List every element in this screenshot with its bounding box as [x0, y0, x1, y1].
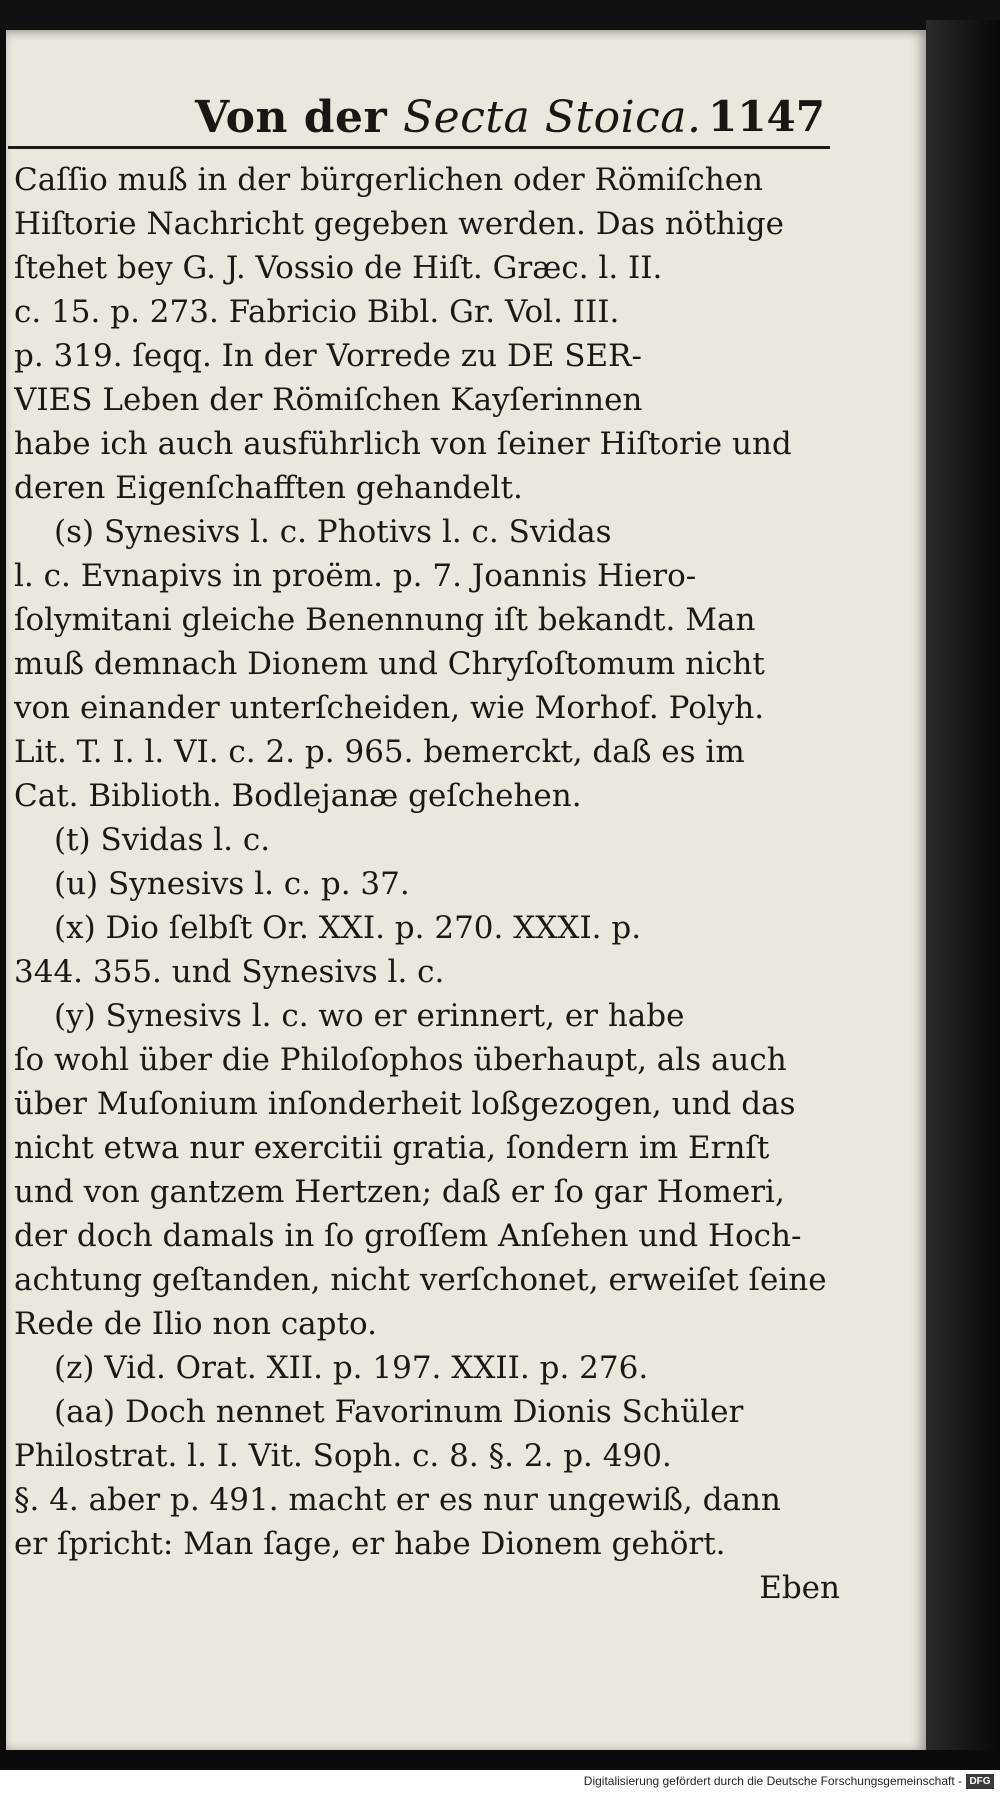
text-line: ſolymitani gleiche Benennung iſt bekandt. Man [14, 602, 756, 638]
text-line: achtung geſtanden, nicht verſchonet, erweiſet ſeine [14, 1262, 827, 1298]
text-line: VIES Leben der Römiſchen Kayſerinnen [14, 382, 643, 418]
header-rule [8, 146, 830, 149]
text-line: c. 15. p. 273. Fabricio Bibl. Gr. Vol. III. [14, 294, 620, 330]
text-line: nicht etwa nur exercitii gratia, ſondern im Ernſt [14, 1130, 770, 1166]
scan-border-top [0, 0, 1000, 30]
running-header [195, 92, 825, 150]
text-line: Caſſio muß in der bürgerlichen oder Römiſchen [14, 162, 764, 198]
text-line: habe ich auch ausführlich von ſeiner Hiſtorie und [14, 426, 792, 462]
text-line: (aa) Doch nennet Favorinum Dionis Schüler [54, 1394, 744, 1430]
text-line: Philostrat. l. I. Vit. Soph. c. 8. §. 2. p. 490. [14, 1438, 672, 1474]
text-line: ſtehet bey G. J. Vossio de Hiſt. Græc. l. II. [14, 250, 663, 286]
text-line: 344. 355. und Synesivs l. c. [14, 954, 445, 990]
text-line: (u) Synesivs l. c. p. 37. [54, 866, 410, 902]
text-line: (x) Dio ſelbſt Or. XXI. p. 270. XXXI. p. [54, 910, 642, 946]
text-line: Rede de Ilio non capto. [14, 1306, 377, 1342]
text-line: von einander unterſcheiden, wie Morhof. Polyh. [14, 690, 765, 726]
text-line: der doch damals in ſo groſſem Anſehen und Hoch- [14, 1218, 802, 1254]
text-line: (s) Synesivs l. c. Photivs l. c. Svidas [54, 514, 612, 550]
text-line: Hiſtorie Nachricht gegeben werden. Das nöthige [14, 206, 784, 242]
text-line: (y) Synesivs l. c. wo er erinnert, er habe [54, 998, 685, 1034]
dfg-logo: DFG [966, 1774, 994, 1789]
text-line: muß demnach Dionem und Chryſoſtomum nicht [14, 646, 765, 682]
text-line: er ſpricht: Man ſage, er habe Dionem gehört. [14, 1526, 726, 1562]
running-title [195, 92, 702, 143]
footer-credit: Digitalisierung gefördert durch die Deutsche Forschungsgemeinschaft - [583, 1774, 962, 1788]
text-line: deren Eigenſchafften gehandelt. [14, 470, 523, 506]
text-line: und von gantzem Hertzen; daß er ſo gar Homeri, [14, 1174, 785, 1210]
text-line: Eben [759, 1570, 840, 1606]
text-line: l. c. Evnapivs in proëm. p. 7. Joannis Hiero- [14, 558, 697, 594]
text-line: ſo wohl über die Philoſophos überhaupt, als auch [14, 1042, 787, 1078]
scan-border-right [926, 20, 1000, 1760]
page-number: 1147 [708, 92, 825, 141]
digitization-footer [0, 1770, 1000, 1795]
text-line: p. 319. ſeqq. In der Vorrede zu DE SER- [14, 338, 642, 374]
text-line: (t) Svidas l. c. [54, 822, 271, 858]
text-line: Lit. T. I. l. VI. c. 2. p. 965. bemerckt, daß es im [14, 734, 745, 770]
text-line: (z) Vid. Orat. XII. p. 197. XXII. p. 276. [54, 1350, 649, 1386]
scan-border-bottom [0, 1750, 1000, 1770]
running-title-italic: Secta Stoica. [403, 92, 702, 143]
running-title-bold: Von der [195, 92, 388, 143]
body-text [14, 158, 840, 1610]
text-line: über Muſonium inſonderheit loßgezogen, und das [14, 1086, 796, 1122]
text-line: §. 4. aber p. 491. macht er es nur ungewiß, dann [14, 1482, 781, 1518]
text-line: Cat. Biblioth. Bodlejanæ geſchehen. [14, 778, 582, 814]
